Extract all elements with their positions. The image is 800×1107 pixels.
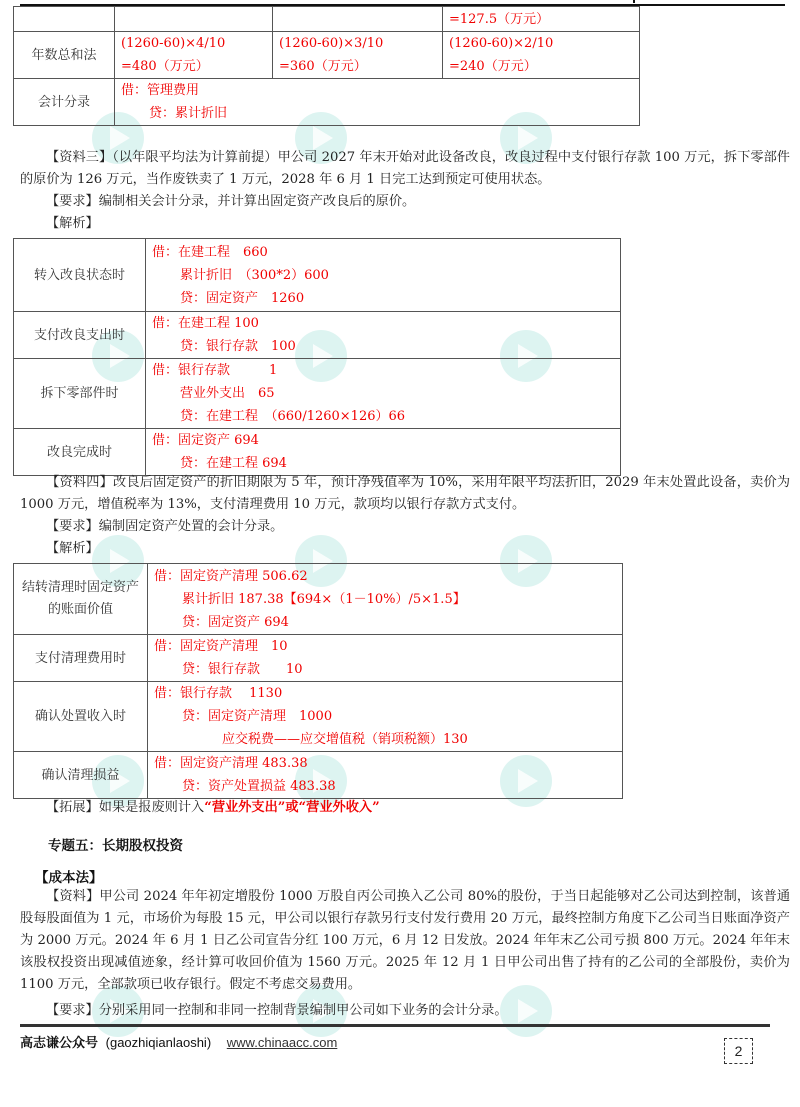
connector-text: 或 bbox=[285, 800, 299, 815]
cell-year3: =127.5（万元） bbox=[443, 7, 640, 32]
debit-line: 借：管理费用 bbox=[121, 83, 200, 98]
debit-line: 借：固定资产清理 506.62 bbox=[154, 568, 308, 584]
requirement-text: 编制相关会计分录，并计算出固定资产改良后的原价。 bbox=[98, 194, 416, 209]
extension-note bbox=[20, 797, 790, 819]
row-label: 支付清理费用时 bbox=[14, 635, 148, 682]
debit-line: 累计折旧 （300*2）600 bbox=[180, 267, 329, 283]
debit-line: 借：在建工程 100 bbox=[152, 316, 259, 331]
credit-line: 贷：固定资产清理 1000 bbox=[182, 709, 333, 724]
requirement-text: 编制固定资产处置的会计分录。 bbox=[98, 519, 284, 534]
extension-text: 如果是报废则计入 bbox=[98, 800, 205, 815]
credit-line: 贷：资产处置损益 483.38 bbox=[182, 779, 336, 794]
material-text: 甲公司 2024 年年初定增股份 1000 万股自丙公司换入乙公司 80%的股份，于当日起能够对乙公司达到控制，该普通股每股面值为 1 元，市场价为每股 15 元，甲公司以银行存款另行支付发行费用 20 万元，最终控制方角度下乙公司当日账面净资产为 2000 万元。2024 年 6 月 1 日乙公司宣告分红 100 万元，6 月 12 日发放。2024 年年末乙公司亏损 800 万元。2024 年年末该股权投资出现减值迹象，经计算可收回价值为 1560 万元。2025 年 12 月 1 日甲公司出售了持有的乙公司的全部股份，卖价为 1100 万元，全部款项已收存银行。假定不考虑交易费用。 bbox=[20, 889, 791, 992]
footer bbox=[20, 1032, 337, 1051]
entry-cell bbox=[146, 312, 621, 359]
extension-label: 【拓展】 bbox=[46, 800, 99, 815]
table-row bbox=[14, 7, 640, 32]
page-number: 2 bbox=[724, 1038, 753, 1064]
material3-paragraph bbox=[20, 147, 790, 191]
table-row bbox=[14, 359, 621, 429]
debit-line: 累计折旧 187.38【694×（1－10%）/5×1.5】 bbox=[182, 591, 466, 607]
result: =360（万元） bbox=[279, 59, 367, 74]
improvement-table bbox=[13, 238, 621, 476]
highlight-nonoperating-income: “营业外收入” bbox=[298, 800, 380, 815]
journal-entry-cell bbox=[115, 79, 640, 126]
credit-line: 贷：固定资产 1260 bbox=[180, 290, 305, 306]
credit-line: 应交税费——应交增值税（销项税额）130 bbox=[222, 732, 468, 747]
debit-line: 借：银行存款 1 bbox=[152, 363, 278, 378]
topic5-material-paragraph bbox=[20, 886, 790, 996]
footer-rule bbox=[20, 1024, 770, 1027]
cell-year3 bbox=[443, 32, 640, 79]
header-mark bbox=[633, 0, 635, 3]
table-row bbox=[14, 239, 621, 312]
debit-line: 借：固定资产清理 483.38 bbox=[154, 756, 308, 771]
material3-requirement bbox=[20, 191, 790, 213]
credit-line: 贷：银行存款 10 bbox=[182, 662, 303, 677]
requirement-label: 【要求】 bbox=[46, 194, 99, 209]
debit-line: 借：固定资产 694 bbox=[152, 433, 259, 448]
table-row bbox=[14, 564, 623, 635]
row-label: 拆下零部件时 bbox=[14, 359, 146, 429]
formula: (1260-60)×2/10 bbox=[449, 36, 554, 51]
footer-handle: (gaozhiqianlaoshi) bbox=[105, 1035, 212, 1050]
disposal-table bbox=[13, 563, 623, 799]
cell-year1 bbox=[115, 32, 273, 79]
table-row bbox=[14, 79, 640, 126]
material-label: 【资料】 bbox=[46, 889, 100, 904]
row-label: 结转清理时固定资产的账面价值 bbox=[14, 564, 148, 635]
material3-analysis-label bbox=[20, 213, 790, 235]
section-title: 专题五：长期股权投资 bbox=[48, 838, 183, 854]
credit-line: 贷：银行存款 100 bbox=[180, 339, 296, 354]
result: =240（万元） bbox=[449, 59, 537, 74]
table-row bbox=[14, 682, 623, 752]
credit-line: 贷：在建工程 694 bbox=[180, 456, 287, 471]
cell-year1 bbox=[115, 7, 273, 32]
debit-line: 营业外支出 65 bbox=[180, 386, 275, 401]
debit-line: 借：固定资产清理 10 bbox=[154, 639, 288, 654]
requirement-text: 分别采用同一控制和非同一控制背景编制甲公司如下业务的会计分录。 bbox=[98, 1003, 508, 1018]
entry-cell bbox=[148, 682, 623, 752]
footer-website-link[interactable]: www.chinaacc.com bbox=[226, 1035, 338, 1050]
row-label bbox=[14, 7, 115, 32]
cell-year2 bbox=[273, 7, 443, 32]
entry-cell bbox=[146, 359, 621, 429]
table-row bbox=[14, 752, 623, 799]
row-label: 确认清理损益 bbox=[14, 752, 148, 799]
row-label: 转入改良状态时 bbox=[14, 239, 146, 312]
depreciation-table bbox=[13, 6, 640, 126]
requirement-label: 【要求】 bbox=[46, 519, 99, 534]
table-row bbox=[14, 32, 640, 79]
table-row bbox=[14, 312, 621, 359]
entry-cell bbox=[148, 635, 623, 682]
analysis-label: 【解析】 bbox=[46, 541, 99, 556]
material3-label: 【资料三】 bbox=[46, 150, 113, 165]
credit-line: 贷：固定资产 694 bbox=[182, 614, 289, 630]
highlight-nonoperating-expense: “营业外支出” bbox=[204, 800, 286, 815]
row-label: 支付改良支出时 bbox=[14, 312, 146, 359]
requirement-label: 【要求】 bbox=[46, 1003, 99, 1018]
entry-cell bbox=[148, 564, 623, 635]
row-label: 确认处置收入时 bbox=[14, 682, 148, 752]
result: =480（万元） bbox=[121, 59, 209, 74]
row-label-journal-entry: 会计分录 bbox=[14, 79, 115, 126]
formula: (1260-60)×4/10 bbox=[121, 36, 226, 51]
cell-year2 bbox=[273, 32, 443, 79]
entry-cell bbox=[146, 239, 621, 312]
subheading-cost-method: 【成本法】 bbox=[35, 870, 103, 886]
formula: (1260-60)×3/10 bbox=[279, 36, 384, 51]
table-row bbox=[14, 429, 621, 476]
material4-analysis-label bbox=[20, 538, 790, 560]
topic5-requirement bbox=[20, 1000, 790, 1022]
entry-cell bbox=[146, 429, 621, 476]
footer-brand: 高志谦公众号 bbox=[20, 1035, 99, 1050]
row-label-sum-of-years: 年数总和法 bbox=[14, 32, 115, 79]
credit-line: 贷：在建工程 （660/1260×126）66 bbox=[180, 409, 406, 424]
material3-text: （以年限平均法为计算前提）甲公司 2027 年末开始对此设备改良，改良过程中支付银行存款 100 万元，拆下零部件的原价为 126 万元，当作废铁卖了 1 万元，2028 年 6 月 1 日完工达到预定可使用状态。 bbox=[20, 150, 790, 187]
material4-label: 【资料四】 bbox=[46, 475, 114, 490]
row-label: 改良完成时 bbox=[14, 429, 146, 476]
debit-line: 借：银行存款 1130 bbox=[154, 686, 283, 701]
material4-paragraph bbox=[20, 472, 790, 516]
credit-line: 贷：累计折旧 bbox=[149, 106, 228, 121]
material4-requirement bbox=[20, 516, 790, 538]
material4-text: 改良后固定资产的折旧期限为 5 年，预计净残值率为 10%，采用年限平均法折旧，2029 年末处置此设备，卖价为 1000 万元，增值税率为 13%，支付清理费用 10 万元，款项均以银行存款方式支付。 bbox=[20, 475, 791, 512]
table-row bbox=[14, 635, 623, 682]
entry-cell bbox=[148, 752, 623, 799]
debit-line: 借：在建工程 660 bbox=[152, 244, 268, 260]
analysis-label: 【解析】 bbox=[46, 216, 99, 231]
